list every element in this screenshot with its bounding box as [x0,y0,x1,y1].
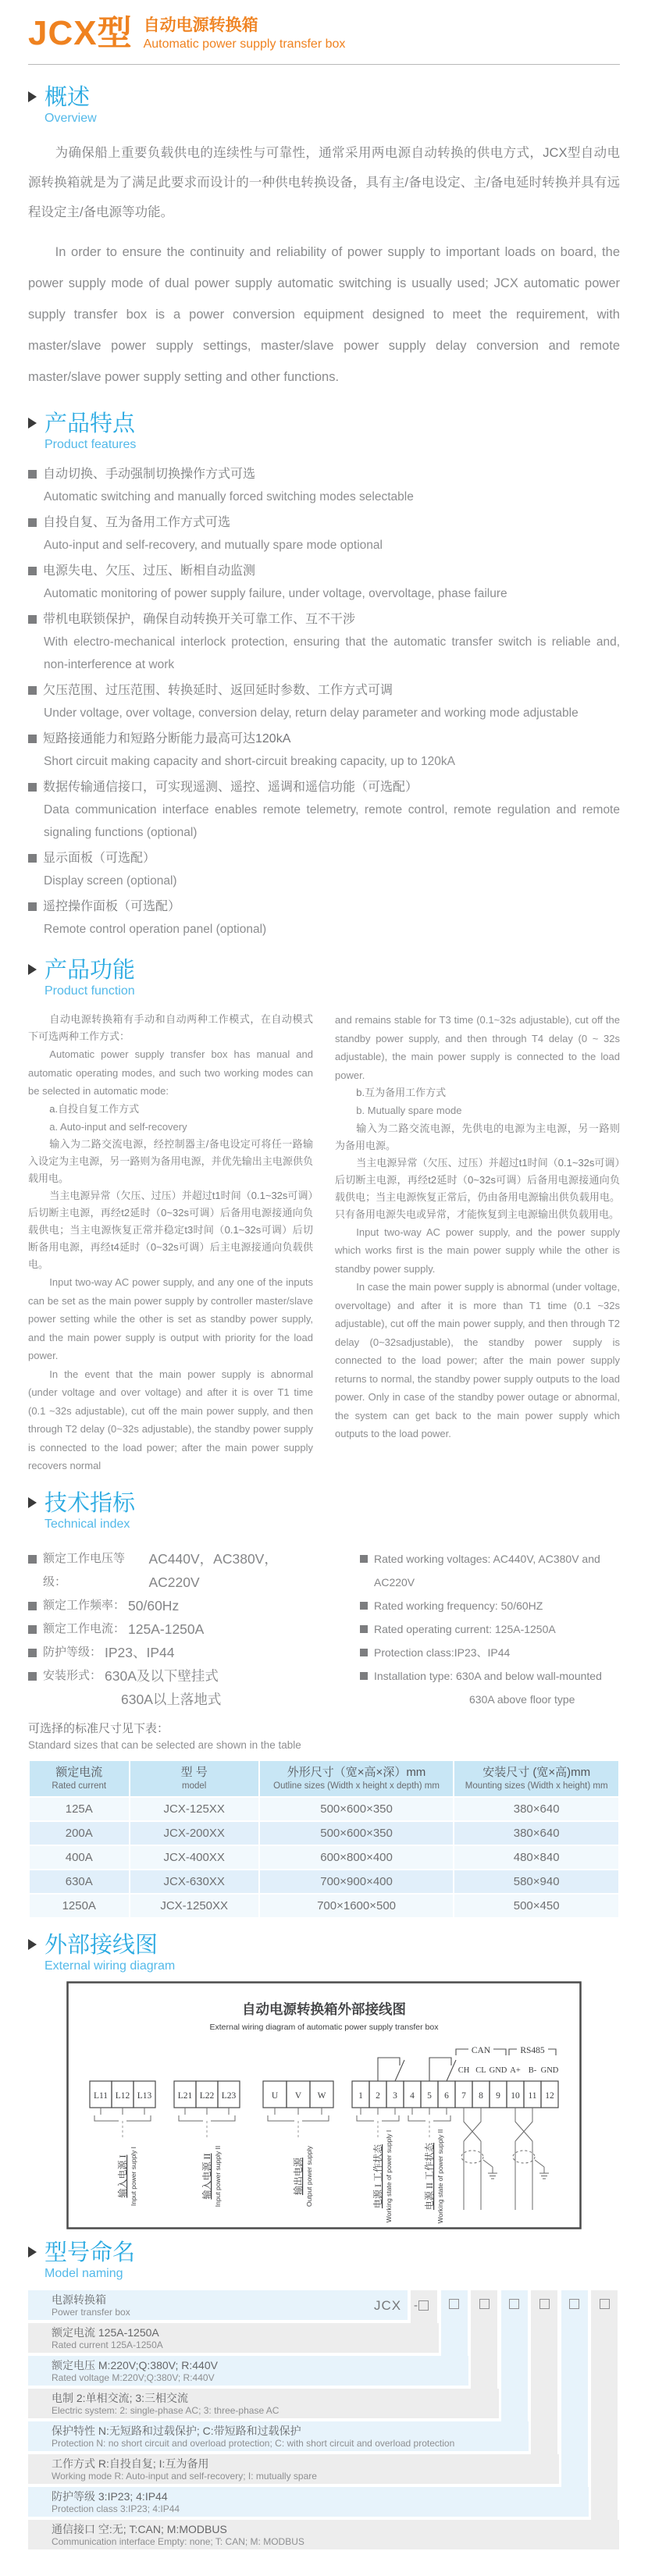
bullet-square-icon [28,1672,37,1681]
bullet-square-icon [28,1625,37,1634]
bullet-square-icon [28,783,37,792]
naming-column-stripe [561,2290,588,2517]
table-row: 125A JCX-125XX 500×600×350 380×640 [29,1797,619,1821]
model-code-box [509,2299,519,2309]
svg-text:输入电源 II: 输入电源 II [201,2153,212,2199]
naming-row: 工作方式 R:自投自复; I:互为备用 Working mode R: Auto-input and self-recovery; I: mutually spare [28,2454,559,2484]
code-box-icon [509,2299,519,2309]
model-naming-diagram [28,2290,620,2549]
svg-text:10: 10 [511,2090,520,2101]
group-label [201,2145,222,2206]
svg-text:L12: L12 [115,2090,130,2101]
svg-text:8: 8 [479,2090,483,2101]
svg-text:Output power supply: Output power supply [305,2145,313,2207]
svg-text:7: 7 [461,2090,466,2101]
svg-text:12: 12 [545,2090,554,2101]
table-note-cn: 可选择的标准尺寸见下表： [28,1721,169,1735]
function-right-column: and remains stable for T3 time (0.1~32s adjustable), cut off the standby power supply, and then through T4 delay (0 ~ 32s adjustable), the main power supply is connected to the load power. b.互为备用工作方式 b. Mutually spare mode 输入为二路交流电源，先供电的电源为主电源，另一路则为备用电源。 当主电源异常（欠压、过压）并超过t1时间（0.1~32s可调）后切断主电源，再经t2延时（0~32s可调）后备用电源接通向负载供电；当主电源恢复正常后，仍由备用电源输出供负载用电。只有备用电源失电或异常，才能恢复到主电源输出供负载用电。 Input two-way AC power supply, and the power supply which works first is the main power supply while the other is standby power supply. In case the main power supply is abnormal (under voltage, overvoltage) and after it is more than T1 time (0.1 ~32s adjustable), cut off the main power supply, and then through T2 delay (0~32sadjustable), the standby power supply is connected to the load power; after the main power supply returns to normal, the standby power supply outputs to the load power. Only in case of the standby power outage or abnormal, the system can get back to the main power supply which outputs to the load power. [335,1014,620,1439]
svg-text:L13: L13 [137,2090,152,2101]
overview-paragraph-en: In order to ensure the continuity and reliability of power supply to important loads on board, the power supply mode of dual power supply automatic switching is usually used; JCX automatic power supply transfer box is a power conversion equipment designed to meet the requirement, with master/slave power supply settings, master/slave power supply delay conversion and remote master/slave power supply setting and other functions. [28,245,620,384]
function-columns [28,1011,620,1475]
group-label [372,2129,393,2222]
svg-text:L21: L21 [177,2090,193,2101]
section-title-cn: 产品特点 [45,411,136,436]
group-brackets [94,2115,450,2121]
wiring-diagram-svg [66,1981,582,2229]
table-row: 1250A JCX-1250XX 700×1600×500 500×450 [29,1894,619,1918]
svg-text:L11: L11 [93,2090,109,2101]
feature-list [28,463,620,941]
feature-item: 电源失电、欠压、过压、断相自动监测 Automatic monitoring of power supply failure, under voltage, overvoltage, phase failure [28,560,620,605]
model-code-box [539,2299,550,2309]
bullet-square-icon [360,1602,368,1610]
section-features-heading [28,411,620,454]
bullet-square-icon [28,1602,37,1610]
svg-text:L23: L23 [221,2090,237,2101]
svg-text:输出电源: 输出电源 [293,2157,304,2195]
product-title-en: Automatic power supply transfer box [143,37,346,51]
section-title-en: Overview [45,112,97,125]
section-wiring-heading [28,1933,620,1975]
svg-text:6: 6 [444,2090,449,2101]
naming-row: 防护等级 3:IP23; 4:IP44 Protection class 3:IP23; 4:IP44 [28,2487,589,2517]
section-tech-heading [28,1491,620,1533]
section-overview-heading [28,85,620,127]
code-box-icon [600,2299,610,2309]
bullet-square-icon [360,1625,368,1633]
svg-text:L22: L22 [199,2090,215,2101]
tech-en-column: Rated working voltages: AC440V, AC380V and AC220V Rated working frequency: 50/60HZ Rated operating current: 125A-1250A Protection class:IP23、IP44 Installation type: 630A and below wall-mounted 630A above floor type [324,1547,620,1711]
pin-label: CH [458,2065,470,2075]
svg-text:U: U [271,2090,279,2101]
section-function-heading [28,958,620,1000]
table-row: 630A JCX-630XX 700×900×400 580×940 [29,1870,619,1894]
svg-text:V: V [294,2090,302,2101]
product-title-cn: 自动电源转换箱 [143,16,258,34]
group-drop-lines [123,2121,429,2137]
switch-contact-icon [378,2058,456,2081]
svg-text:1: 1 [358,2090,363,2101]
naming-row: 电源转换箱 Power transfer box [28,2290,408,2320]
naming-row: 额定电压 M:220V;Q:380V; R:440V Rated voltage M:220V;Q:380V; R:440V [28,2356,468,2386]
svg-text:输入电源 I: 输入电源 I [117,2154,128,2197]
bullet-square-icon [28,567,37,575]
table-note-en: Standard sizes that can be selected are shown in the table [28,1738,301,1751]
twisted-pair-icon [513,2108,549,2210]
pin-label: B- [528,2065,537,2075]
model-code-box [600,2299,610,2309]
svg-text:Input power supply II: Input power supply II [214,2145,222,2207]
table-header-row: 额定电流 Rated current 型 号 model 外形尺寸（宽×高×深）mm Outline sizes (Width x height x depth) mm 安装尺寸 (宽×高)mm Mounting sizes (Width x height) mm [29,1760,619,1797]
bullet-square-icon [28,518,37,527]
model-code-prefix: JCX [374,2297,402,2313]
feature-item: 遥控操作面板（可选配） Remote control operation panel (optional) [28,895,620,941]
triangle-icon [28,91,37,102]
feature-item: 显示面板（可选配） Display screen (optional) [28,847,620,892]
code-box-icon [539,2299,550,2309]
naming-row: 额定电流 125A-1250A Rated current 125A-1250A [28,2323,439,2353]
naming-column-stripe [591,2290,618,2549]
rs485-label: RS485 [520,2045,545,2055]
code-box-icon [449,2299,459,2309]
wiring-diagram [28,1981,620,2229]
wiring-title-cn: 自动电源转换箱外部接线图 [242,2001,406,2017]
bullet-square-icon [360,1555,368,1563]
bullet-square-icon [28,902,37,911]
feature-item: 自动切换、手动强制切换操作方式可选 Automatic switching and manually forced switching modes selectable [28,463,620,508]
svg-text:3: 3 [393,2090,397,2101]
bullet-square-icon [28,1555,37,1564]
table-row: 200A JCX-200XX 500×600×350 380×640 [29,1821,619,1845]
function-left-column: 自动电源转换箱有手动和自动两种工作模式，在自动模式下可选两种工作方式： Automatic power supply transfer box has manual and automatic operating modes, and such two working modes can be selected in automatic mode: a.自投自复工作方式 a. Auto-input and self-recovery 输入为二路交流电源，经控制器主/备电设定可将任一路输入设定为主电源，另一路则为备用电源，并优先输出主电源供负载用电。 当主电源异常（欠压、过压）并超过t1时间（0.1~32s可调）后切断主电源，再经t2延时（0~32s可调）后备用电源接通向负载供电；当主电源恢复正常并稳定t3时间（0.1~32s可调）后切断备用电源，再经t4延时（0~32s可调）后主电源接通向负载供电。 Input two-way AC power supply, and any one of the inputs can be set as the main power supply by controller master/slave power setting while the other is set as standby power supply, and the main power supply is output with priority for the load power. In the event that the main power supply is abnormal (under voltage and over voltage) and after it is over T1 time (0.1 ~32s adjustable), cut off the main power supply, and then through T2 delay (0~32s adjustable), the standby power supply is connected to the load power; after the main power supply recovers normal [28,1013,313,1471]
svg-text:2: 2 [376,2090,380,2101]
model-code-box [569,2299,579,2309]
code-box-icon [569,2299,579,2309]
svg-text:电源 II 工作状态: 电源 II 工作状态 [424,2142,435,2210]
bullet-square-icon [360,1672,368,1680]
section-title-en: Technical index [45,1517,130,1531]
svg-text:Input power supply I: Input power supply I [130,2146,137,2206]
code-box-icon [479,2299,490,2309]
feature-item: 欠压范围、过压范围、转换延时、返回延时参数、工作方式可调 Under voltage, over voltage, conversion delay, return delay parameter and working mode adjustable [28,679,620,724]
section-title-en: Product function [45,984,135,998]
section-title-en: Product features [45,438,137,451]
group-label [423,2129,444,2223]
tech-cn-column: 额定工作电压等级： AC440V，AC380V，AC220V 额定工作频率： 50/60Hz 额定工作电流： 125A-1250A 防护等级： IP23、IP44 安装形式： 630A及以下壁挂式 630A以上落地式 [28,1547,324,1711]
wiring-title-en: External wiring diagram of automatic power supply transfer box [209,2022,439,2032]
can-label: CAN [471,2045,491,2055]
model-code-box: - [414,2299,429,2312]
svg-text:11: 11 [528,2090,537,2101]
tech-index [28,1547,620,1711]
section-title-cn: 概述 [45,85,91,110]
section-title-cn: 产品功能 [45,958,136,983]
naming-row: 保护特性 N:无短路和过载保护; C:带短路和过载保护 Protection N: no short circuit and overload protection; C: with short circuit and overload protection [28,2421,529,2451]
group-label [292,2145,313,2207]
section-title-cn: 型号命名 [45,2240,136,2265]
page-header [28,11,620,56]
bullet-square-icon [28,854,37,863]
section-title-en: External wiring diagram [45,1959,176,1973]
bullet-square-icon [360,1649,368,1656]
triangle-icon [28,1939,37,1950]
twisted-pair-icon [461,2108,497,2210]
model-code-box [449,2299,459,2309]
pin-label: A+ [510,2065,521,2075]
triangle-icon [28,2247,37,2258]
bullet-square-icon [28,686,37,695]
naming-row: 电制 2:单相交流; 3:三相交流 Electric system: 2: single-phase AC; 3: three-phase AC [28,2389,499,2418]
triangle-icon [28,418,37,429]
product-title [144,11,346,53]
feature-item: 带机电联锁保护，确保自动转换开关可靠工作、互不干涉 With electro-mechanical interlock protection, ensuring that the automatic transfer switch is reliable and, non-interference at work [28,608,620,676]
section-naming-heading [28,2240,620,2282]
bullet-square-icon [28,615,37,624]
triangle-icon [28,964,37,975]
header-divider [28,64,620,65]
svg-text:9: 9 [496,2090,500,2101]
triangle-icon [28,1497,37,1508]
svg-text:Working state of power supply: Working state of power supply I [385,2129,393,2222]
feature-item: 自投自复、互为备用工作方式可选 Auto-input and self-recovery, and mutually spare mode optional [28,511,620,557]
svg-text:W: W [317,2090,326,2101]
pin-label: CL [475,2065,486,2075]
bullet-square-icon [28,735,37,743]
section-title-cn: 技术指标 [45,1490,136,1516]
standard-sizes-table [28,1759,620,1919]
section-title-cn: 外部接线图 [45,1932,158,1958]
svg-text:Working state of power supply: Working state of power supply II [436,2129,444,2223]
section-title-en: Model naming [45,2266,123,2280]
code-box-icon [418,2300,429,2311]
bullet-square-icon [28,470,37,479]
terminal-labels [94,2091,554,2101]
group-label [116,2146,137,2205]
pin-label: GND [489,2065,507,2075]
svg-text:5: 5 [427,2090,432,2101]
feature-item: 短路接通能力和短路分断能力最高可达120kA Short circuit making capacity and short-circuit breaking capacity, up to 120kA [28,728,620,773]
table-row: 400A JCX-400XX 600×800×400 480×840 [29,1845,619,1870]
terminal-ticks [101,2108,447,2115]
svg-text:电源 I 工作状态: 电源 I 工作状态 [372,2144,383,2208]
pin-label: GND [540,2065,559,2075]
overview-paragraph-cn: 为确保船上重要负载供电的连续性与可靠性，通常采用两电源自动转换的供电方式，JCX型自动电源转换箱就是为了满足此要求而设计的一种供电转换设备，具有主/备电设定、主/备电延时转换并具有远程设定主/备电源等功能。 [28,146,620,219]
bullet-square-icon [28,1649,37,1657]
naming-row: 通信接口 空:无; T:CAN; M:MODBUS Communication interface Empty: none; T: CAN; M: MODBUS [28,2520,619,2549]
product-model: JCX型 [28,14,133,52]
svg-text:4: 4 [410,2090,415,2101]
feature-item: 数据传输通信接口，可实现遥测、遥控、遥调和遥信功能（可选配） Data communication interface enables remote telemetry, remote control, remote regulation and remote signaling functions (optional) [28,776,620,844]
model-code-box [479,2299,490,2309]
